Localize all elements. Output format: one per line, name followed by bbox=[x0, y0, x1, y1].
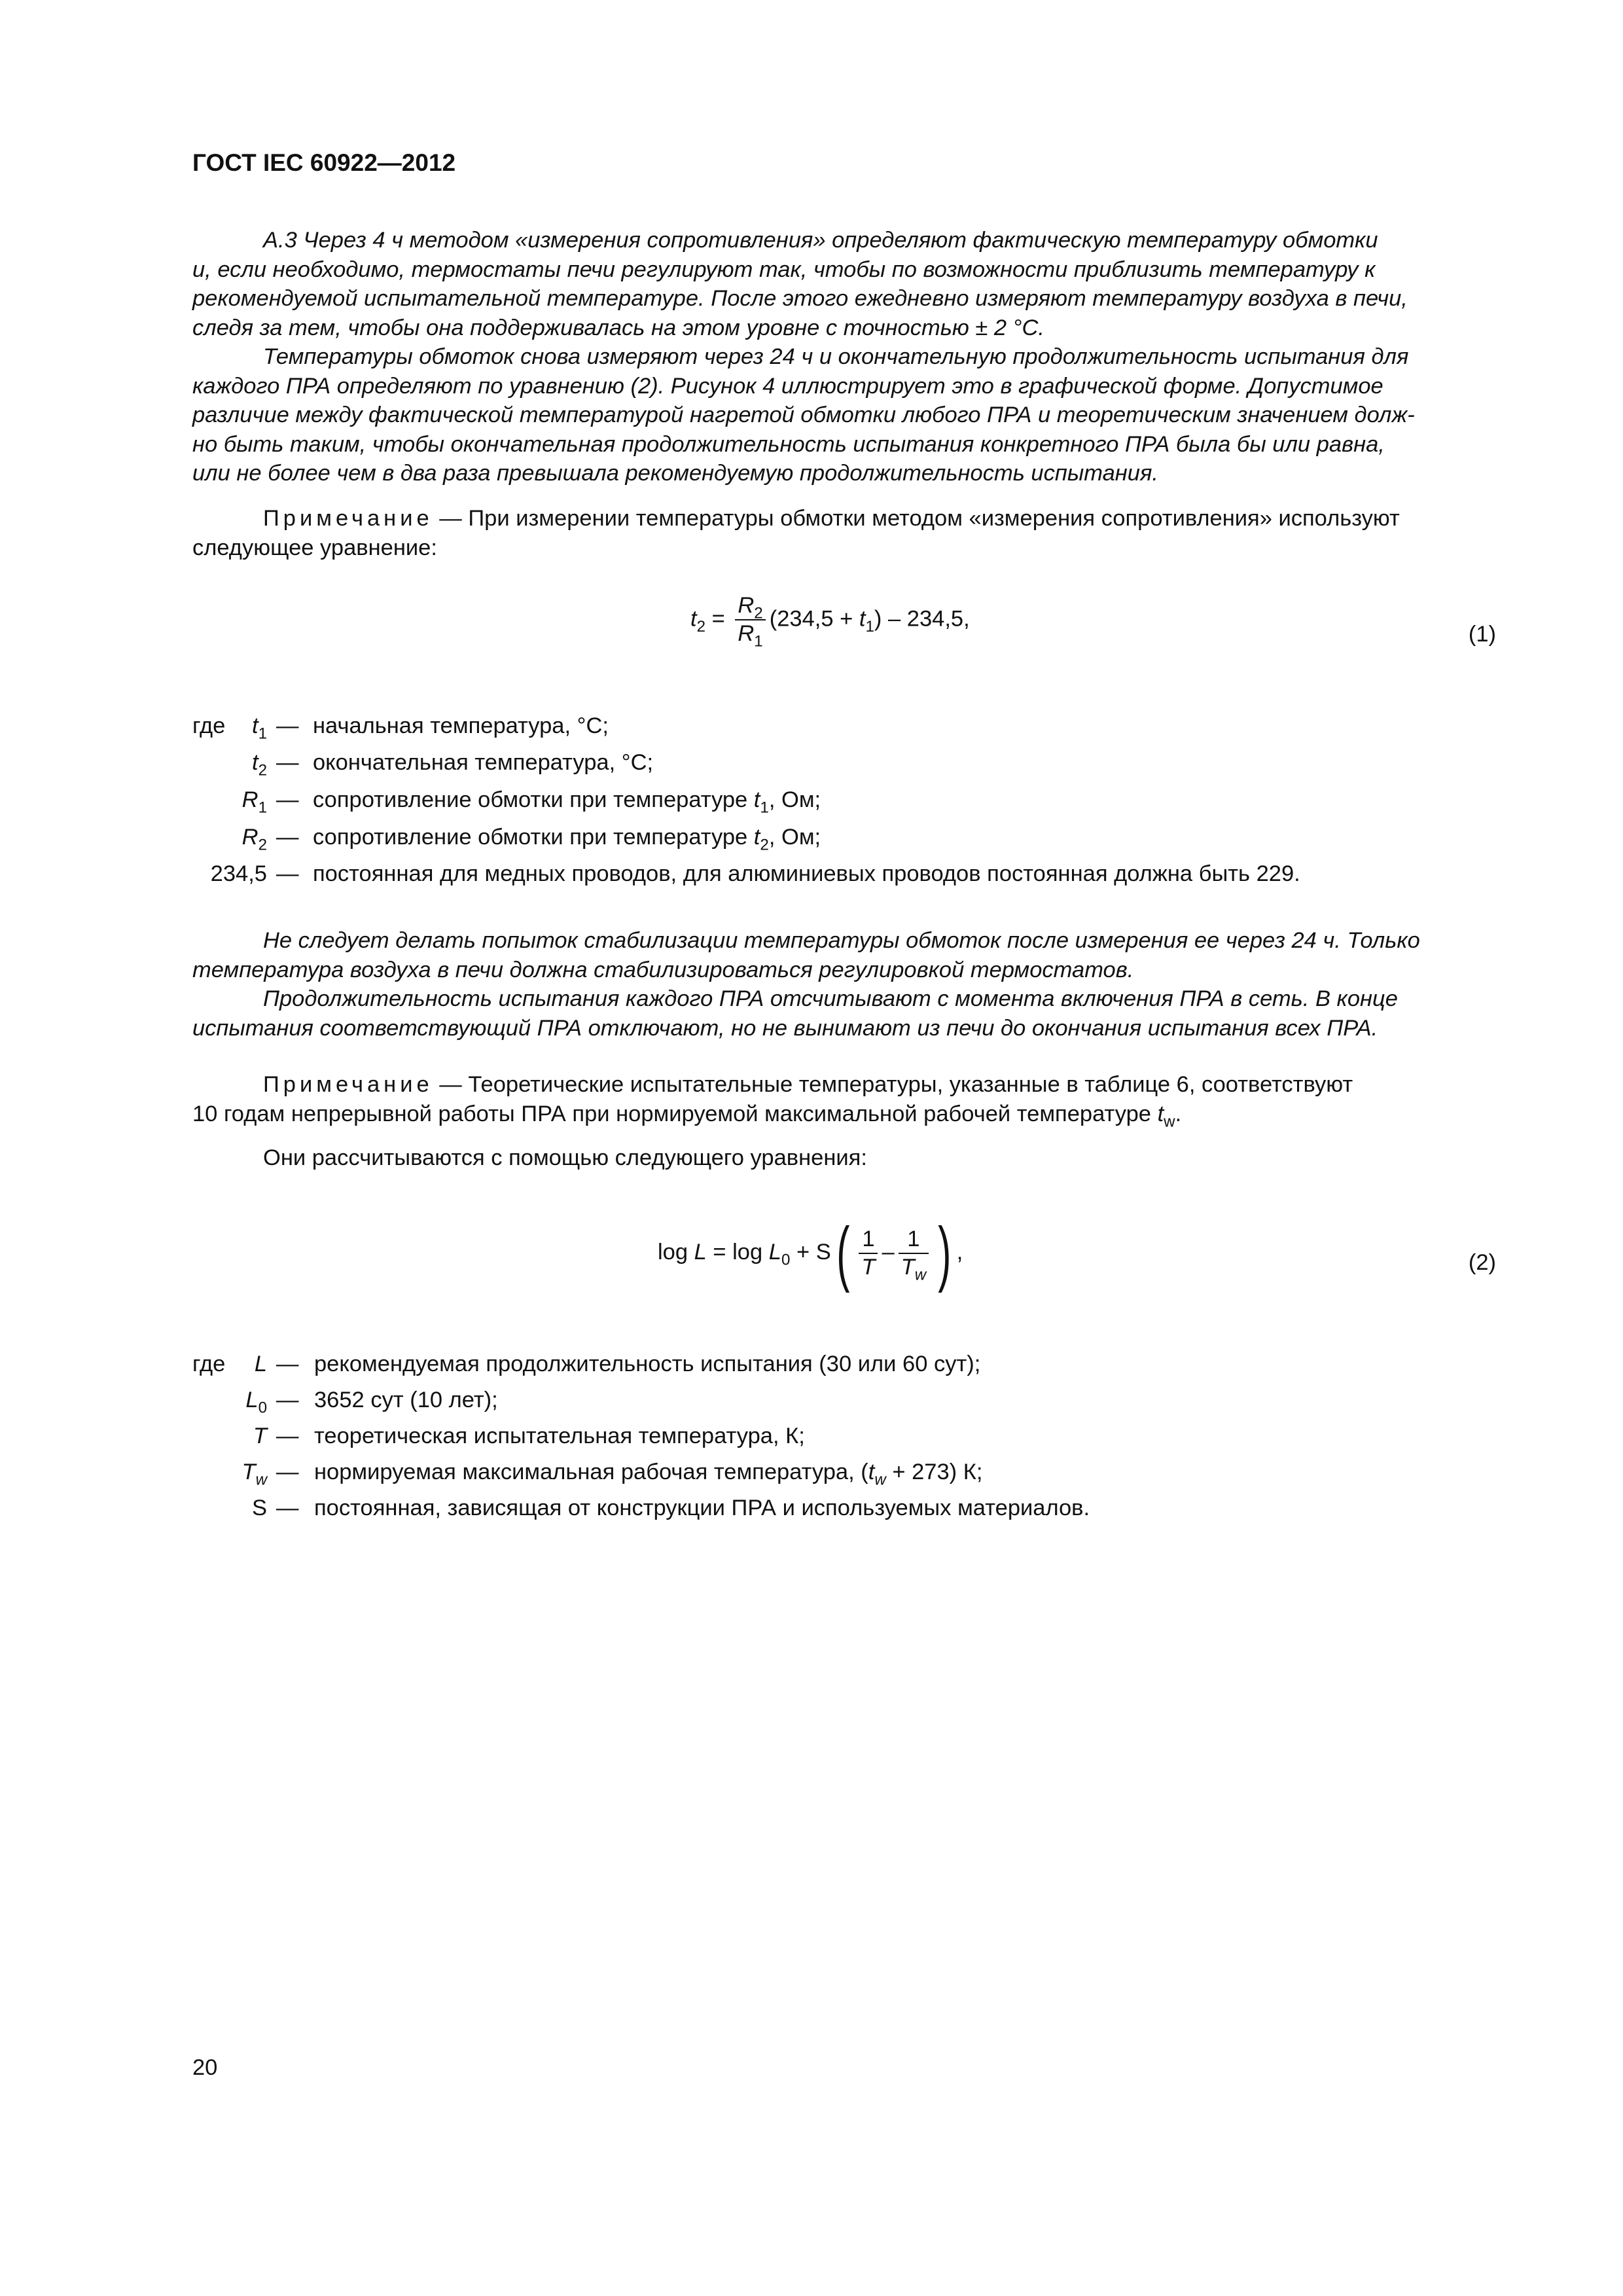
equation-number-text: 1 bbox=[899, 1226, 929, 1254]
left-paren-icon: ( bbox=[836, 1213, 850, 1293]
equation-text: (234,5 + bbox=[769, 606, 859, 632]
equation-symbol: t bbox=[690, 606, 697, 632]
paragraph-line: A.3 Через 4 ч методом «измерения сопротивления» определяют фактическую температуру обмотки bbox=[263, 228, 1378, 253]
equation-number-text: 1 bbox=[859, 1226, 878, 1254]
paragraph-line: Температуры обмоток снова измеряют через 24 ч и окончательную продолжительность испытания для bbox=[263, 344, 1409, 369]
equation-operator: log bbox=[658, 1240, 694, 1265]
legend-subscript: 2 bbox=[760, 836, 769, 854]
paragraph-line: Продолжительность испытания каждого ПРА отсчитывают с момента включения ПРА в сеть. В конце bbox=[263, 986, 1398, 1011]
legend-subscript: w bbox=[255, 1471, 267, 1489]
section-a3 bbox=[192, 226, 1496, 488]
legend-symbol: T bbox=[253, 1424, 267, 1448]
paragraph-line: и, если необходимо, термостаты печи регулируют так, чтобы по возможности приблизить температуру к bbox=[192, 257, 1376, 282]
note-2 bbox=[192, 1070, 1496, 1128]
legend-text: начальная температура, °С; bbox=[313, 713, 609, 738]
equation-number: (2) bbox=[1468, 1250, 1496, 1275]
legend-dash: — bbox=[276, 1496, 299, 1520]
legend-symbol: L bbox=[245, 1388, 259, 1412]
equation-symbol: T bbox=[901, 1255, 915, 1280]
legend-subscript: 1 bbox=[258, 798, 267, 817]
legend-text: + 273) К; bbox=[885, 1460, 983, 1484]
paragraph-line: Не следует делать попыток стабилизации температуры обмоток после измерения ее через 24 ч. Только bbox=[263, 928, 1420, 953]
paragraph-line: рекомендуемой испытательной температуре. После этого ежедневно измеряют температуру воздуха в печи, bbox=[192, 286, 1408, 311]
equation-1 bbox=[690, 592, 970, 651]
equation-symbol: L bbox=[694, 1240, 707, 1265]
legend-dash: — bbox=[276, 1460, 299, 1484]
document-header: ГОСТ IEC 60922—2012 bbox=[192, 149, 456, 176]
legend-text: теоретическая испытательная температура, К; bbox=[314, 1424, 805, 1448]
legend-text: , Ом; bbox=[768, 787, 821, 812]
legend-subscript: 0 bbox=[258, 1399, 267, 1417]
note-text: 10 годам непрерывной работы ПРА при нормируемой максимальной рабочей температуре bbox=[192, 1101, 1158, 1126]
legend-dash: — bbox=[276, 825, 299, 850]
legend-text: нормируемая максимальная рабочая температура, ( bbox=[314, 1460, 868, 1484]
legend-text: рекомендуемая продолжительность испытания (30 или 60 сут); bbox=[314, 1352, 981, 1376]
legend-symbol: T bbox=[241, 1460, 256, 1484]
legend-where: где bbox=[192, 713, 226, 738]
equation-fraction bbox=[735, 592, 765, 651]
paragraph-line: каждого ПРА определяют по уравнению (2). Рисунок 4 иллюстрирует это в графической форме. Допустимое bbox=[192, 373, 1383, 399]
note-subscript: w bbox=[1164, 1112, 1175, 1130]
equation-text: , bbox=[956, 1240, 963, 1265]
equation-operator: – bbox=[882, 1240, 895, 1265]
legend-text: сопротивление обмотки при температуре bbox=[313, 787, 754, 812]
legend-text: постоянная для медных проводов, для алюминиевых проводов постоянная должна быть 229. bbox=[313, 861, 1300, 886]
legend-text: 3652 сут (10 лет); bbox=[314, 1388, 498, 1412]
equation-subscript: 1 bbox=[754, 632, 763, 651]
legend-subscript: 1 bbox=[760, 798, 769, 817]
legend-symbol: t bbox=[251, 750, 259, 775]
equation-text: ) – 234,5, bbox=[874, 606, 970, 632]
note-1 bbox=[192, 504, 1496, 562]
note-text: — Теоретические испытательные температуры, указанные в таблице 6, соответствуют bbox=[433, 1072, 1353, 1097]
equation-symbol: R bbox=[738, 593, 755, 618]
equation-symbol: L bbox=[768, 1240, 781, 1265]
equation-fraction bbox=[859, 1226, 878, 1282]
legend-text: сопротивление обмотки при температуре bbox=[313, 825, 754, 850]
equation-symbol: t bbox=[859, 606, 866, 632]
paragraph-line: температура воздуха в печи должна стабилизироваться регулировкой термостатов. bbox=[192, 957, 1134, 982]
legend-symbol: t bbox=[868, 1460, 875, 1484]
note-label: Примечание bbox=[263, 1072, 433, 1097]
legend-symbol: S bbox=[251, 1496, 267, 1520]
legend-symbol: t bbox=[753, 787, 760, 812]
equation-subscript: 2 bbox=[696, 617, 706, 636]
equation-subscript: w bbox=[914, 1266, 927, 1284]
equation-2 bbox=[658, 1213, 963, 1293]
paragraph-line: или не более чем в два раза превышала рекомендуемую продолжительность испытания. bbox=[192, 461, 1158, 486]
paragraph-line: Они рассчитываются с помощью следующего уравнения: bbox=[263, 1145, 867, 1170]
legend-subscript: 2 bbox=[258, 761, 267, 780]
legend-dash: — bbox=[276, 861, 299, 886]
legend-where: где bbox=[192, 1352, 226, 1376]
legend-dash: — bbox=[276, 1388, 299, 1412]
equation-symbol: T bbox=[861, 1255, 876, 1280]
legend-text: , Ом; bbox=[768, 825, 821, 850]
equation-operator: = log bbox=[706, 1240, 769, 1265]
equation-subscript: 2 bbox=[754, 604, 763, 622]
legend-symbol: t bbox=[251, 713, 259, 738]
legend-dash: — bbox=[276, 1352, 299, 1376]
equation-number: (1) bbox=[1468, 622, 1496, 647]
note-label: Примечание bbox=[263, 506, 433, 531]
paragraph-line: следя за тем, чтобы она поддерживалась на этом уровне с точностью ± 2 °С. bbox=[192, 315, 1044, 340]
note-symbol: t bbox=[1157, 1101, 1164, 1126]
legend-dash: — bbox=[276, 787, 299, 812]
legend-symbol: R bbox=[241, 825, 259, 850]
equation-subscript: 1 bbox=[865, 617, 874, 636]
paragraph-line: испытания соответствующий ПРА отключают, но не вынимают из печи до окончания испытания всех ПРА. bbox=[192, 1015, 1378, 1041]
equation-operator: + S bbox=[790, 1240, 831, 1265]
legend-subscript: w bbox=[874, 1471, 886, 1489]
equation-subscript: 0 bbox=[781, 1251, 791, 1269]
section-stabilization bbox=[192, 926, 1496, 1043]
note-text: — При измерении температуры обмотки методом «измерения сопротивления» используют bbox=[433, 506, 1400, 531]
paragraph-line: различие между фактической температурой нагретой обмотки любого ПРА и теоретическим значением долж- bbox=[192, 403, 1415, 427]
legend-subscript: 1 bbox=[258, 725, 267, 743]
legend-dash: — bbox=[276, 713, 299, 738]
legend-symbol: t bbox=[753, 825, 760, 850]
equation-fraction bbox=[899, 1226, 929, 1282]
legend-symbol: 234,5 bbox=[210, 861, 267, 886]
legend-subscript: 2 bbox=[258, 836, 267, 854]
equation-operator: = bbox=[705, 606, 732, 632]
legend-dash: — bbox=[276, 750, 299, 775]
page-number: 20 bbox=[192, 2055, 218, 2080]
legend-symbol: R bbox=[241, 787, 259, 812]
legend-text: окончательная температура, °С; bbox=[313, 750, 654, 775]
paragraph-line: но быть таким, чтобы окончательная продолжительность испытания конкретного ПРА была бы или равна, bbox=[192, 431, 1385, 457]
legend-dash: — bbox=[276, 1424, 299, 1448]
right-paren-icon: ) bbox=[938, 1213, 952, 1293]
legend-symbol: L bbox=[254, 1352, 267, 1376]
equation-symbol: R bbox=[738, 621, 755, 647]
note-text: следующее уравнение: bbox=[192, 535, 437, 560]
legend-text: постоянная, зависящая от конструкции ПРА и используемых материалов. bbox=[314, 1496, 1090, 1520]
note-text: . bbox=[1175, 1101, 1182, 1126]
